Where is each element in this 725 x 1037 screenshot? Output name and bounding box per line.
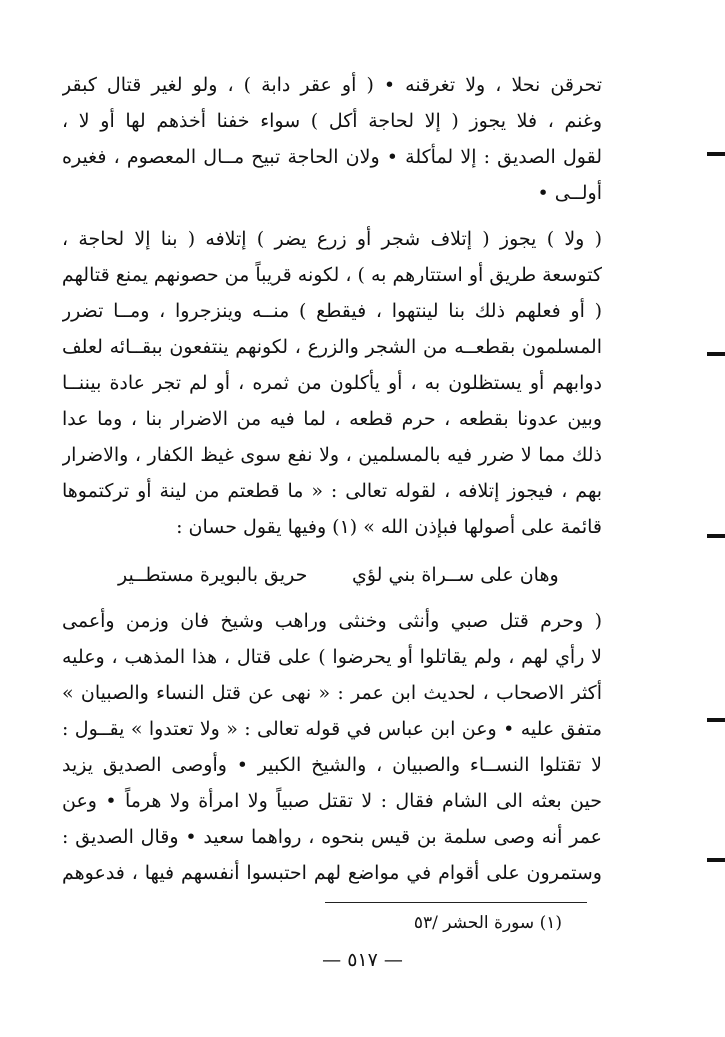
margin-mark <box>707 352 725 356</box>
text-line: حين بعثه الى الشام فقال : لا تقتل صبياً ولا امرأة ولا هرماً • وعن <box>62 790 602 812</box>
text-line: دوابهم أو يستظلون به ، أو يأكلون من ثمره ، أو لم تجر عادة بيننــا <box>62 372 602 394</box>
margin-mark <box>707 152 725 156</box>
text-line: لقول الصديق : إلا لمأكلة • ولان الحاجة تبيح مــال المعصوم ، فغيره <box>62 146 602 168</box>
text-line: ( ولا ) يجوز ( إتلاف شجر أو زرع يضر ) إتلافه ( بنا إلا لحاجة ، <box>62 228 602 250</box>
margin-mark <box>707 718 725 722</box>
text-line: ( أو فعلهم ذلك بنا لينتهوا ، فيقطع ) منــه وينزجروا ، ومــا تضرر <box>62 300 602 322</box>
text-line: بهم ، فيجوز إتلافه ، لقوله تعالى : « ما قطعتم من لينة أو تركتموها <box>62 480 602 502</box>
text-line: أكثر الاصحاب ، لحديث ابن عمر : « نهى عن قتل النساء والصبيان » <box>62 682 602 704</box>
text-line: قائمة على أصولها فبإذن الله » (١) وفيها يقول حسان : <box>176 516 602 538</box>
page-number: — ٥١٧ — <box>322 949 403 971</box>
margin-mark <box>707 534 725 538</box>
footnote: (١) سورة الحشر /٥٣ <box>413 913 562 933</box>
text-line: لا تقتلوا النســاء والصبيان ، والشيخ الكبير • وأوصى الصديق يزيد <box>62 754 602 776</box>
text-line: ذلك مما لا ضرر فيه بالمسلمين ، ولا نفع سوى غيظ الكفار ، والاضرار <box>62 444 602 466</box>
margin-mark <box>707 858 725 862</box>
text-line: ( وحرم قتل صبي وأنثى وخنثى وراهب وشيخ فان وزمن وأعمى <box>62 610 602 632</box>
text-line: لا رأي لهم ، ولم يقاتلوا أو يحرضوا ) على قتال ، هذا المذهب ، وعليه <box>62 646 602 668</box>
text-line: كتوسعة طريق أو استتارهم به ) ، لكونه قريباً من حصونهم يمنع قتالهم <box>62 264 602 286</box>
text-line: المسلمون بقطعــه من الشجر والزرع ، لكونهم ينتفعون ببقــائه لعلف <box>62 336 602 358</box>
verse-second-hemistich: حريق بالبويرة مستطــير <box>118 564 308 586</box>
text-line: تحرقن نحلا ، ولا تغرقنه • ( أو عقر دابة ) ، ولو لغير قتال كبقر <box>62 74 602 96</box>
verse-first-hemistich: وهان على ســراة بني لؤي <box>352 564 559 586</box>
text-line: أولــى • <box>537 182 602 204</box>
text-line: وغنم ، فلا يجوز ( إلا لحاجة أكل ) سواء خفنا أخذهم لها أو لا ، <box>62 110 602 132</box>
text-line: متفق عليه • وعن ابن عباس في قوله تعالى : « ولا تعتدوا » يقــول : <box>62 718 602 740</box>
text-line: وستمرون على أقوام في مواضع لهم احتبسوا أنفسهم فيها ، فدعوهم <box>62 862 602 884</box>
text-line: وبين عدونا بقطعه ، حرم قطعه ، لما فيه من الاضرار بنا ، وما عدا <box>62 408 602 430</box>
text-line: عمر أنه وصى سلمة بن قيس بنحوه ، رواهما سعيد • وقال الصديق : <box>62 826 602 848</box>
footnote-separator <box>325 902 587 903</box>
